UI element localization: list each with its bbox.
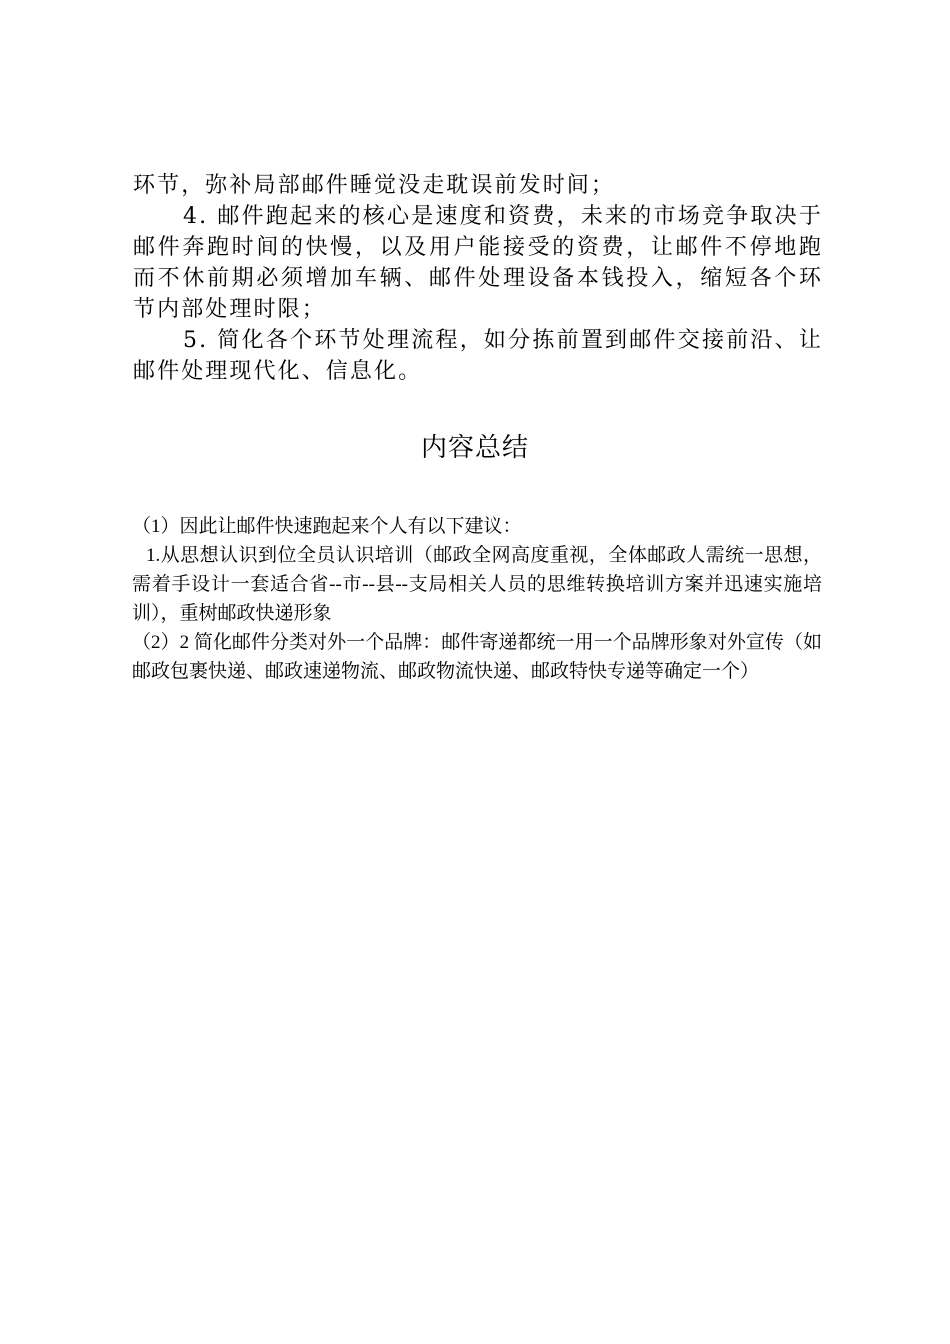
summary-subitem-1: 1.从思想认识到位全员认识培训（邮政全网高度重视，全体邮政人需统一思想，需着手设计一套适合省--市--县--支局相关人员的思维转换培训方案并迅速实施培训），重树邮政快递形象 [132, 545, 822, 624]
paragraph-continuation: 环节，弥补局部邮件睡觉没走耽误前发时间； [133, 173, 616, 198]
section-title: 内容总结 [420, 433, 529, 462]
paragraph-item-5: 5. 简化各个环节处理流程，如分拣前置到邮件交接前沿、让邮件处理现代化、信息化。 [133, 328, 823, 384]
summary-item-2: （2）2 简化邮件分类对外一个品牌：邮件寄递都统一用一个品牌形象对外宣传（如邮政包裹快递、邮政速递物流、邮政物流快递、邮政特快专递等确定一个） [132, 632, 822, 682]
summary-item-1: （1）因此让邮件快速跑起来个人有以下建议： [132, 516, 522, 537]
body-text [133, 170, 823, 387]
paragraph-item-4: 4. 邮件跑起来的核心是速度和资费，未来的市场竞争取决于邮件奔跑时间的快慢，以及用户能接受的资费，让邮件不停地跑而不休前期必须增加车辆、邮件处理设备本钱投入，缩短各个环节内部处理时限； [133, 204, 823, 322]
summary-text [132, 512, 822, 686]
